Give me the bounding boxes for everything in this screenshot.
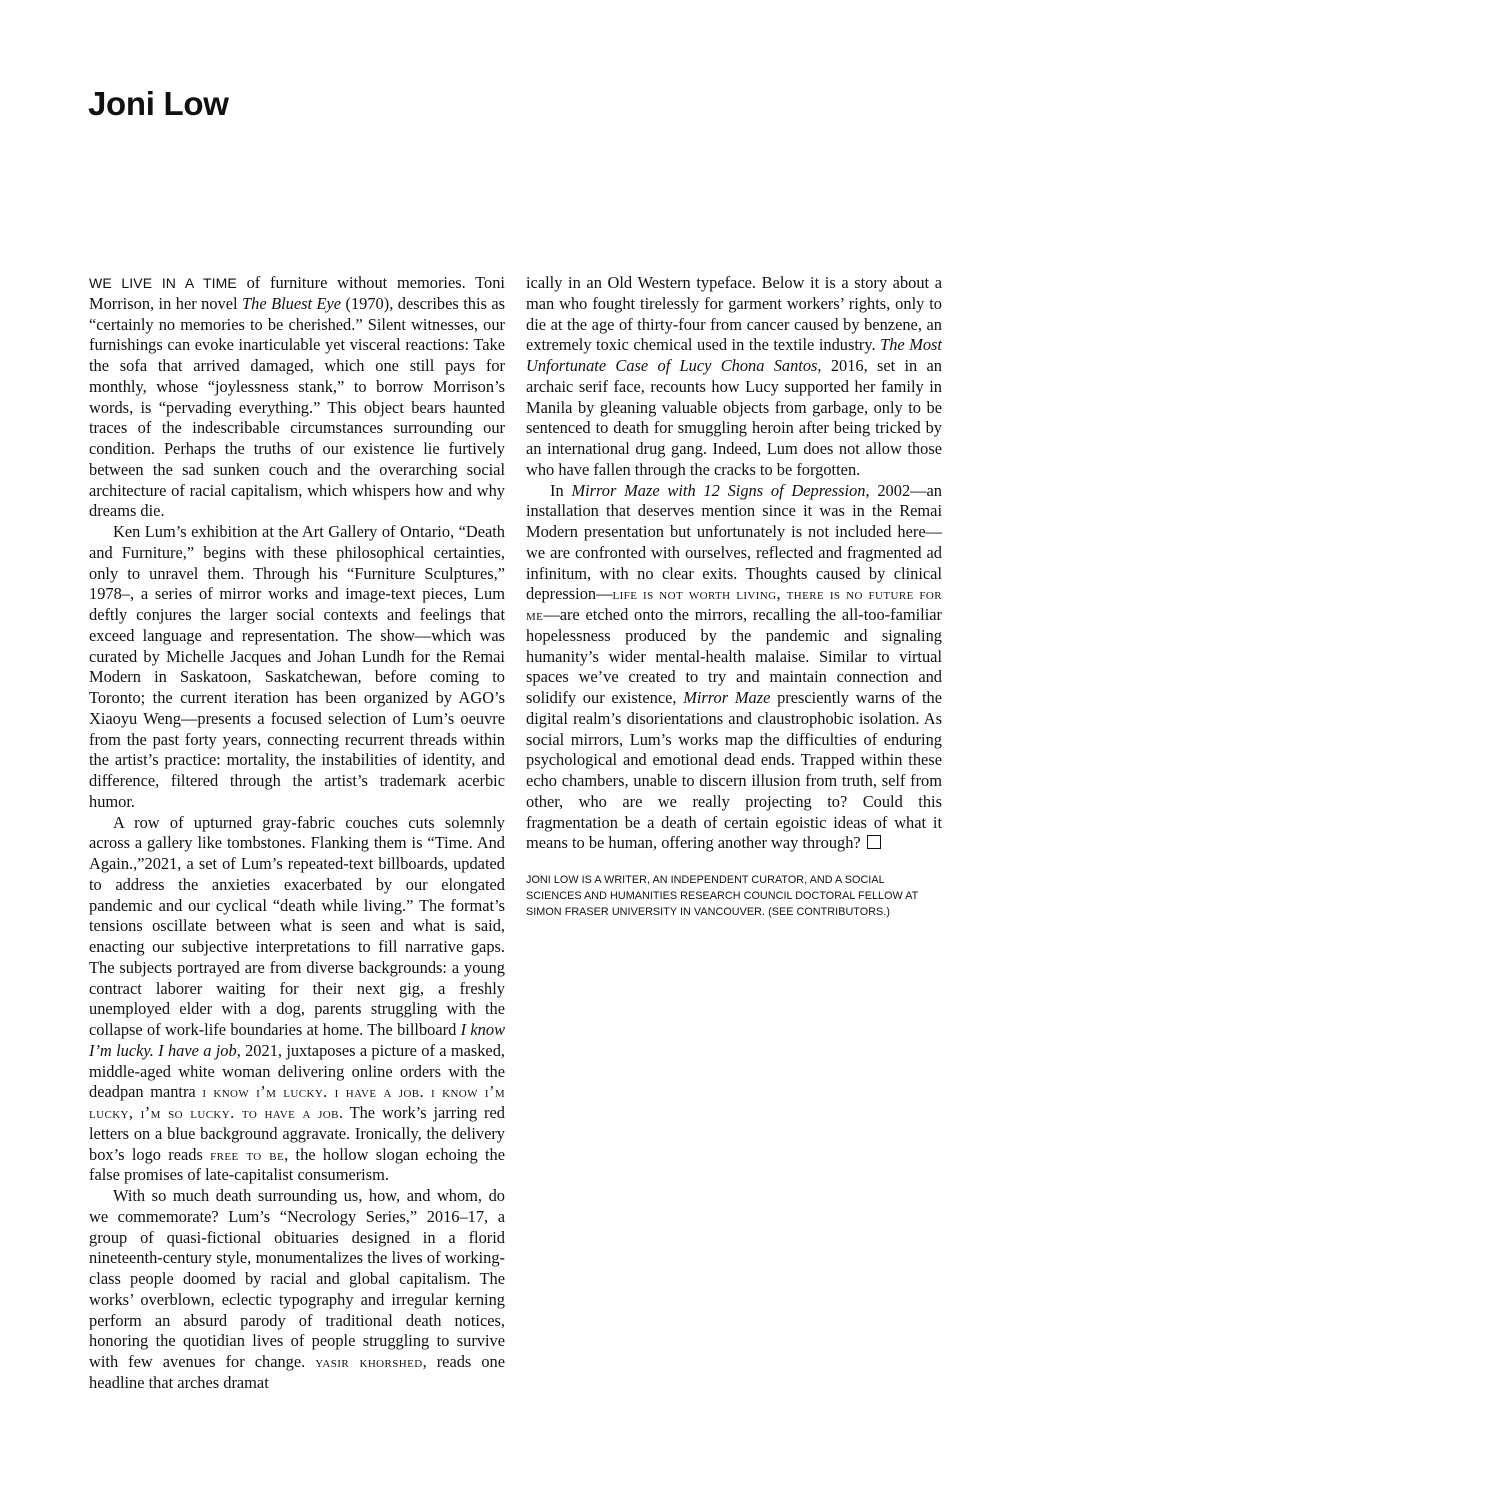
lead-in: WE LIVE IN A TIME	[89, 275, 237, 291]
end-mark-icon	[867, 835, 881, 849]
artwork-quote: free to be	[210, 1144, 285, 1164]
artwork-title: The Most Unfortunate Case of Lucy Chona Santos	[526, 335, 942, 375]
artwork-title: Mirror Maze	[683, 688, 771, 707]
article-column-right	[526, 273, 942, 920]
article-paragraph: In Mirror Maze with 12 Signs of Depression, 2002—an installation that deserves mention since it was in the Remai Modern presentation but unfortunately is not included here—we are confronted with ourselves, reflected and fragmented ad infinitum, with no clear exits. Thoughts caused by clinical depression—life is not worth living, there is no future for me—are etched onto the mirrors, recalling the all-too-familiar hopelessness produced by the pandemic and signaling humanity’s wider mental-health malaise. Similar to virtual spaces we’ve created to try and maintain connection and solidify our existence, Mirror Maze presciently warns of the digital realm’s disorientations and claustrophobic isolation. As social mirrors, Lum’s works map the difficulties of enduring psychological and emotional dead ends. Trapped within these echo chambers, unable to discern illusion from truth, self from other, who are we really projecting to? Could this fragmentation be a death of certain egoistic ideas of what it means to be human, offering another way through?	[526, 480, 942, 853]
book-title: The Bluest Eye	[242, 293, 342, 313]
artwork-title: Mirror Maze with 12 Signs of Depression	[571, 480, 866, 500]
article-paragraph: WE LIVE IN A TIME of furniture without memories. Toni Morrison, in her novel The Bluest Eye (1970), describes this as “certainly no memories to be cherished.” Silent witnesses, our furnishings can evoke inarticulable yet visceral reactions: Take the sofa that arrived damaged, which one still pays for monthly, whose “joylessness stank,” to borrow Morrison’s words, is “pervading everything.” This object bears haunted traces of the indescribable circumstances surrounding our condition. Perhaps the truths of our existence lie furtively between the sad sunken couch and the overarching social architecture of racial capitalism, which whispers how and why dreams die.	[89, 273, 505, 521]
artwork-title: I know I’m lucky. I have a job	[89, 1020, 505, 1060]
article-paragraph: With so much death surrounding us, how, and whom, do we commemorate? Lum’s “Necrology Series,” 2016–17, a group of quasi-fictional obituaries designed in a florid nineteenth-century style, monumentalizes the lives of working-class people doomed by racial and global capitalism. The works’ overblown, eclectic typography and irregular kerning perform an absurd parody of traditional death notices, honoring the quotidian lives of people struggling to survive with few avenues for change. yasir khorshed, reads one headline that arches dramat	[89, 1186, 505, 1392]
artwork-quote: i know i’m lucky. i have a job. i know i’m lucky, i’m so lucky. to have a job	[89, 1082, 506, 1122]
author-bio: JONI LOW IS A WRITER, AN INDEPENDENT CURATOR, AND A SOCIAL SCIENCES AND HUMANITIES RESEARCH COUNCIL DOCTORAL FELLOW AT SIMON FRASER UNIVERSITY IN VANCOUVER. (SEE CONTRIBUTORS.)	[526, 874, 919, 918]
article-column-left	[89, 273, 505, 1394]
article-paragraph: ically in an Old Western typeface. Below it is a story about a man who fought tirelessly for garment workers’ rights, only to die at the age of thirty-four from cancer caused by benzene, an extremely toxic chemical used in the textile industry. The Most Unfortunate Case of Lucy Chona Santos, 2016, set in an archaic serif face, recounts how Lucy supported her family in Manila by gleaning valuable objects from garbage, only to be sentenced to death for smuggling heroin after being tricked by an international drug gang. Indeed, Lum does not allow those who have fallen through the cracks to be forgotten.	[526, 273, 943, 479]
artwork-quote: life is not worth living, there is no future for me	[526, 584, 942, 624]
artwork-quote: yasir khorshed	[315, 1352, 423, 1371]
article-paragraph: Ken Lum’s exhibition at the Art Gallery of Ontario, “Death and Furniture,” begins with these philosophical certainties, only to unravel them. Through his “Furniture Sculptures,” 1978–, a series of mirror works and image-text pieces, Lum deftly conjures the larger social contexts and feelings that exceed language and representation. The show—which was curated by Michelle Jacques and Johan Lundh for the Remai Modern in Saskatoon, Saskatchewan, before coming to Toronto; the current iteration has been organized by AGO’s Xiaoyu Weng—presents a focused selection of Lum’s oeuvre from the past forty years, connecting recurrent threads within the artist’s practice: mortality, the instabilities of identity, and difference, filtered through the artist’s trademark acerbic humor.	[89, 522, 505, 811]
article-paragraph: A row of upturned gray-fabric couches cuts solemnly across a gallery like tombstones. Flanking them is “Time. And Again.,”2021, a set of Lum’s repeated-text billboards, updated to address the anxieties exacerbated by our elongated pandemic and our cyclical “death while living.” The format’s tensions oscillate between what is seen and what is said, enacting our subjective interpretations to fill narrative gaps. The subjects portrayed are from diverse backgrounds: a young contract laborer waiting for their next gig, a freshly unemployed elder with a dog, parents struggling with the collapse of work-life boundaries at home. The billboard I know I’m lucky. I have a job, 2021, juxtaposes a picture of a masked, middle-aged white woman delivering online orders with the deadpan mantra i know i’m lucky. i have a job. i know i’m lucky, i’m so lucky. to have a job. The work’s jarring red letters on a blue background aggravate. Ironically, the delivery box’s logo reads free to be, the hollow slogan echoing the false promises of late-capitalist consumerism.	[89, 812, 506, 1185]
author-heading: Joni Low	[88, 85, 229, 122]
